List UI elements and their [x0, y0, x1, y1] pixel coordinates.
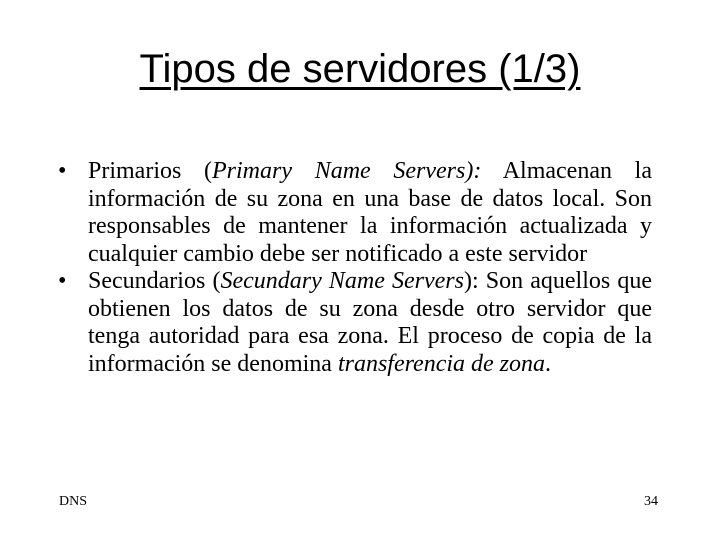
bullet-term-italic: Secundary Name Servers: [220, 268, 464, 294]
bullet-marker: •: [58, 158, 67, 184]
page-number: 34: [644, 494, 658, 509]
bullet-list: [58, 158, 652, 378]
bullet-item-primarios: [58, 158, 652, 268]
bullet-marker: •: [58, 268, 67, 294]
bullet-term-italic: Primary Name Servers):: [212, 158, 482, 184]
bullet-text-end: .: [545, 350, 552, 377]
bullet-term: Primarios (: [88, 158, 213, 184]
bullet-text: Almacenan la información de su zona en una base de datos local. Son responsables de mantener la información actualizada y cualquier cambio debe ser notificado a este servidor: [88, 158, 652, 267]
bullet-term: Secundarios (: [88, 268, 221, 294]
bullet-text-italic: transferencia de zona: [337, 350, 546, 377]
slide-title: Tipos de servidores (1/3): [139, 47, 581, 91]
bullet-text: ): Son aquellos que obtienen los datos de su zona desde otro servidor que tenga autoridad para esa zona. El proceso de copia de la información se denomina: [88, 268, 653, 377]
bullet-item-secundarios: [58, 268, 652, 378]
footer-label: DNS: [59, 494, 88, 509]
